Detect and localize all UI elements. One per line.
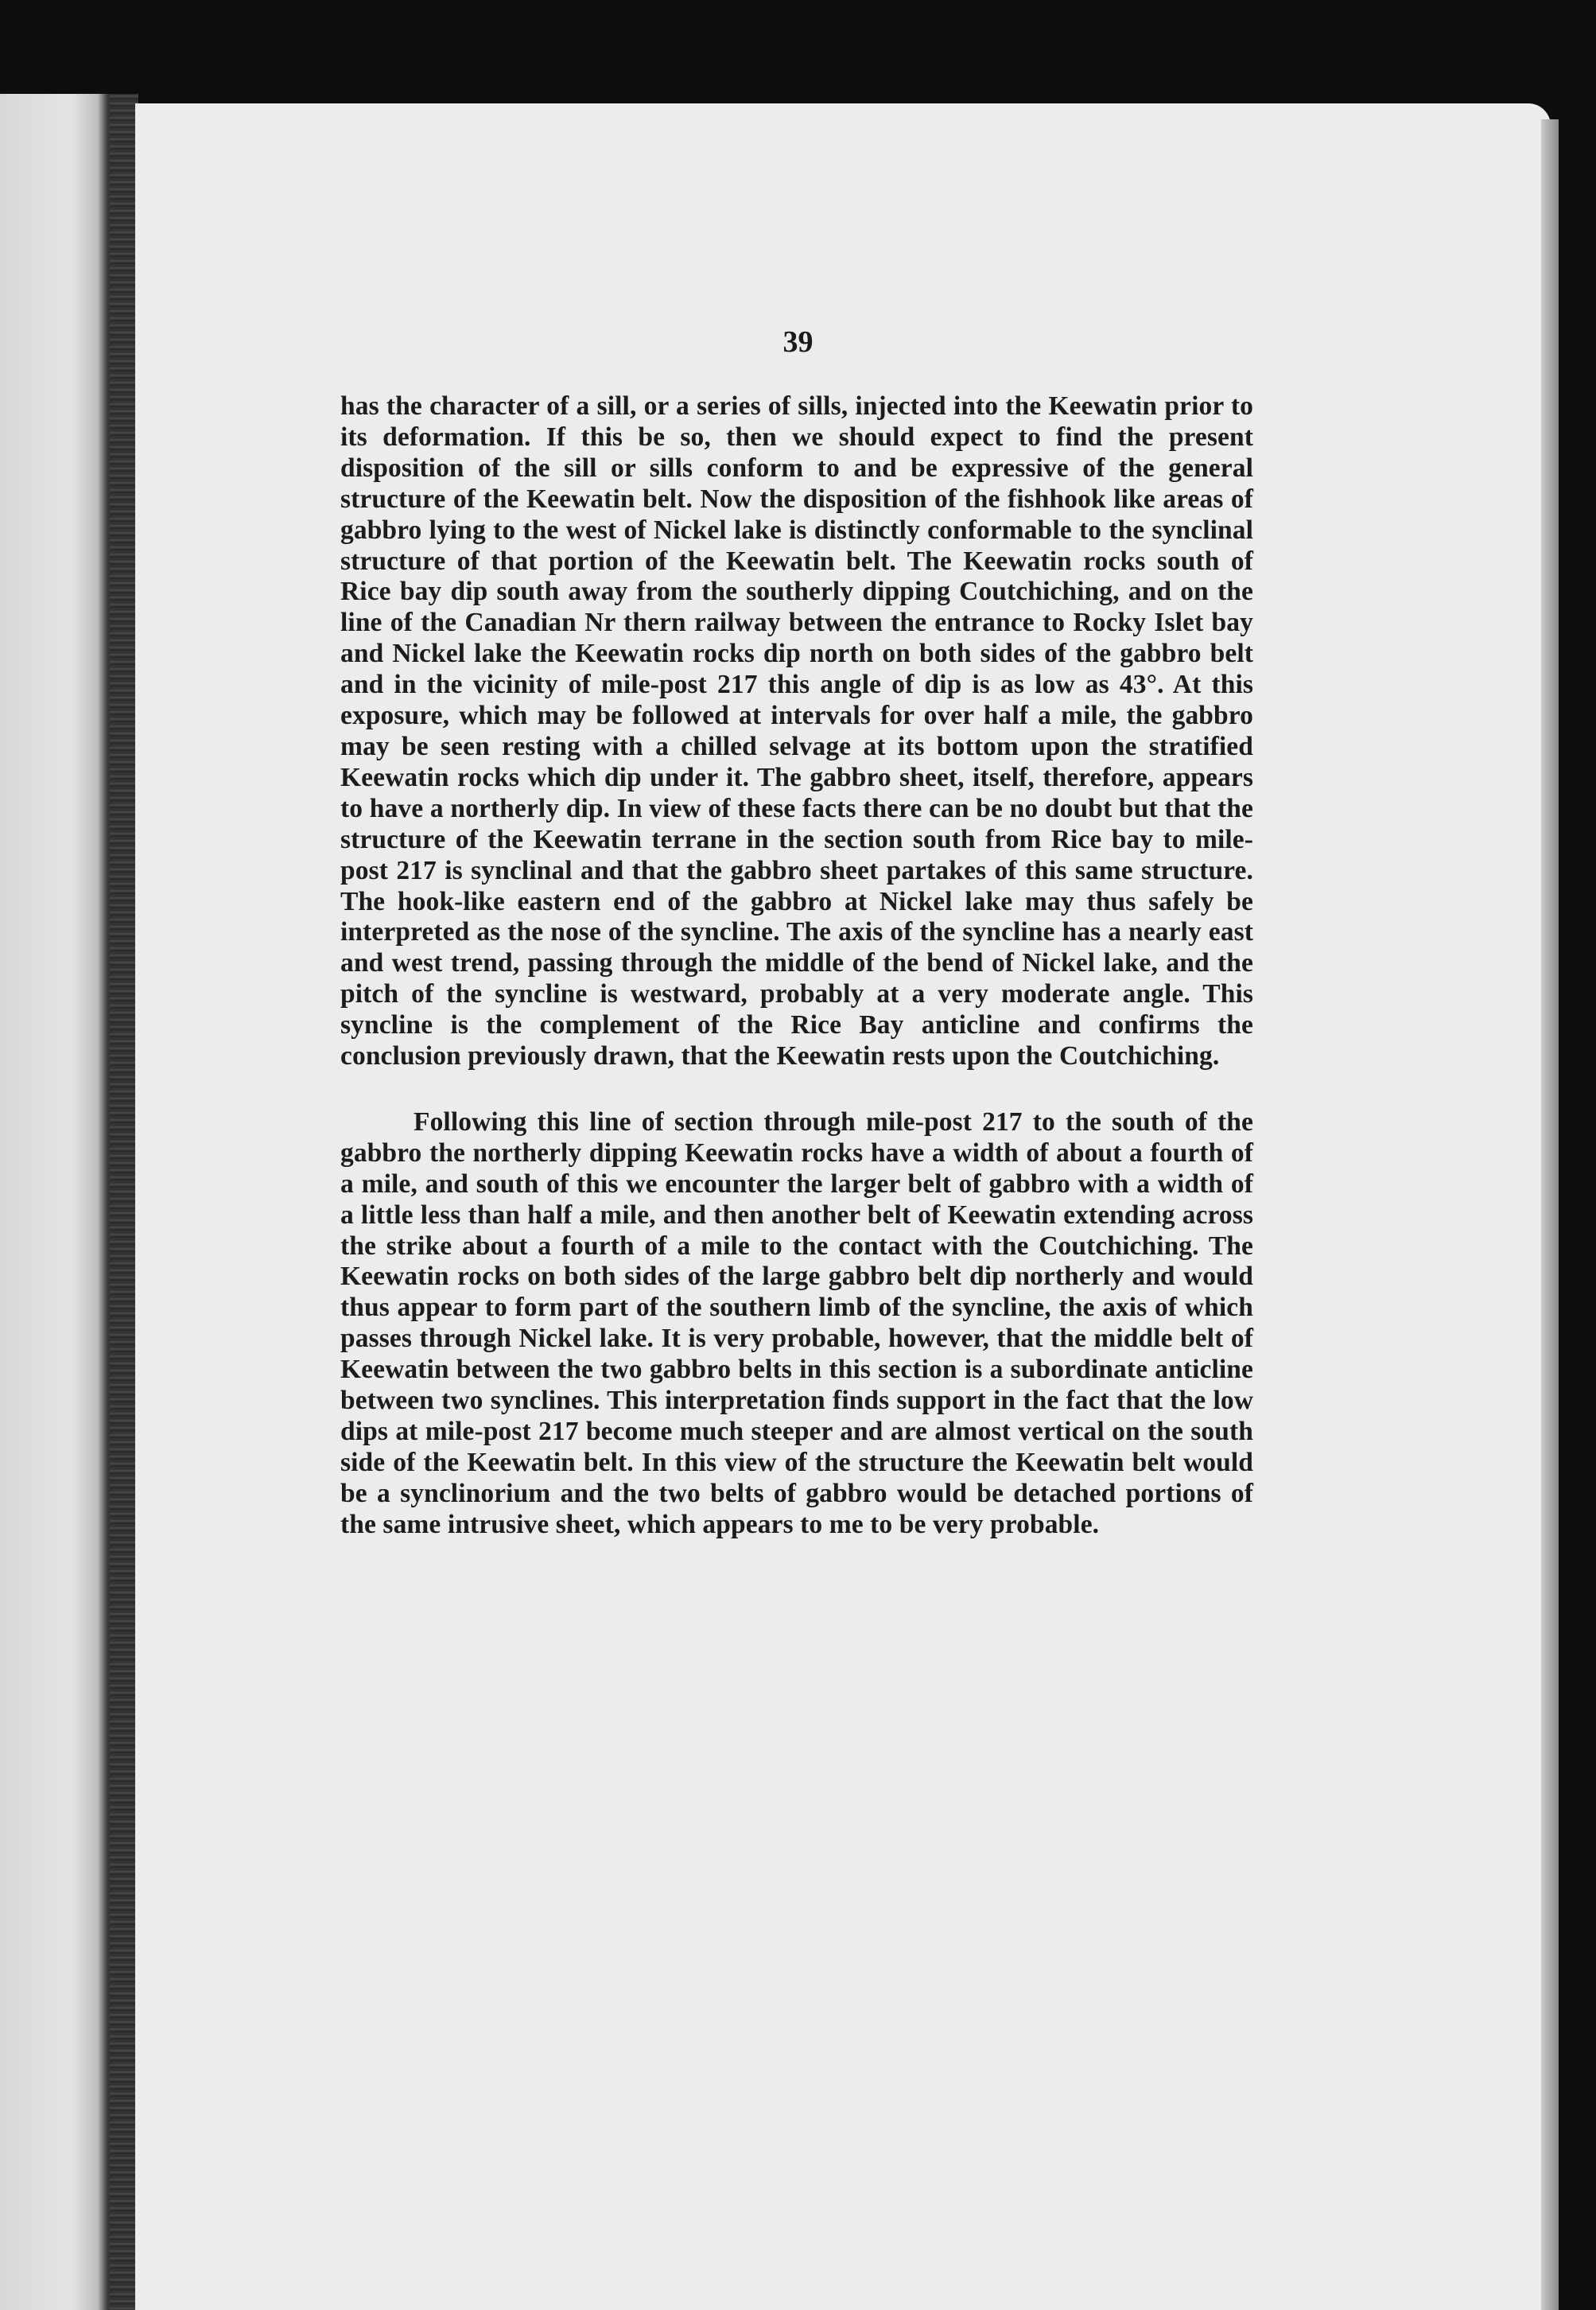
facing-page-edge — [0, 94, 119, 2310]
paragraph-spacer — [340, 1072, 1253, 1107]
book-gutter — [110, 94, 138, 2310]
body-text — [340, 391, 1253, 1541]
paragraph-2: Following this line of section through mile-post 217 to the south of the gabbro the northerly dipping Keewatin rocks have a width of about a fourth of a mile, and south of this we encounter the larger belt of gabbro with a width of a little less than half a mile, and then another belt of Keewatin extending across the strike about a fourth of a mile to the contact with the Coutchiching. The Keewatin rocks on both sides of the large gabbro belt dip northerly and would thus appear to form part of the southern limb of the syncline, the axis of which passes through Nickel lake. It is very probable, however, that the middle belt of Keewatin between the two gabbro belts in this section is a subordinate anticline between two synclines. This interpretation finds support in the fact that the low dips at mile-post 217 become much steeper and are almost vertical on the south side of the Keewatin belt. In this view of the structure the Keewatin belt would be a synclinorium and the two belts of gabbro would be detached portions of the same intrusive sheet, which appears to me to be very probable. — [340, 1106, 1253, 1539]
paragraph-1: has the character of a sill, or a series of sills, injected into the Keewatin prior to its deformation. If this be so, then we should expect to find the present disposition of the sill or sills conform to and be expressive of the general structure of the Keewatin belt. Now the disposition of the fishhook like areas of gabbro lying to the west of Nickel lake is distinctly conformable to the synclinal structure of that portion of the Keewatin belt. The Keewatin rocks south of Rice bay dip south away from the southerly dipping Coutchiching, and on the line of the Canadian Nr thern railway between the entrance to Rocky Islet bay and Nickel lake the Keewatin rocks dip north on both sides of the gabbro belt and in the vicinity of mile-post 217 this angle of dip is as low as 43°. At this exposure, which may be followed at intervals for over half a mile, the gabbro may be seen resting with a chilled selvage at its bottom upon the stratified Keewatin rocks which dip under it. The gabbro sheet, itself, therefore, appears to have a northerly dip. In view of these facts there can be no doubt but that the structure of the Keewatin terrane in the section south from Rice bay to mile-post 217 is synclinal and that the gabbro sheet partakes of this same structure. The hook-like eastern end of the gabbro at Nickel lake may thus safely be interpreted as the nose of the syncline. The axis of the syncline has a nearly east and west trend, passing through the middle of the bend of Nickel lake, and the pitch of the syncline is westward, probably at a very moderate angle. This syncline is the complement of the Rice Bay anticline and confirms the conclusion previously drawn, that the Keewatin rests upon the Coutchiching. — [340, 391, 1253, 1071]
page-edge-shadow — [1541, 119, 1559, 2310]
page-number: 39 — [782, 325, 814, 359]
